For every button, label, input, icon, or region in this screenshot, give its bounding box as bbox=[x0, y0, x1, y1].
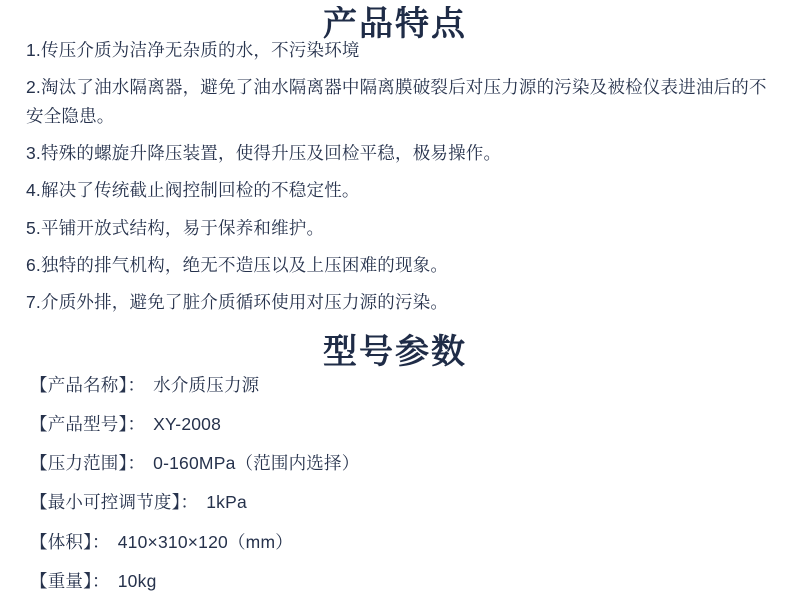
list-item bbox=[26, 36, 774, 64]
features-section-title: 产品特点 bbox=[323, 6, 467, 44]
parameter-label: 【重量】： bbox=[30, 570, 110, 591]
parameter-value: 0-160MPa（范围内选择） bbox=[153, 453, 360, 474]
parameter-row bbox=[30, 568, 774, 595]
list-item bbox=[26, 288, 774, 316]
list-item bbox=[26, 73, 774, 130]
list-item-index: 4. bbox=[26, 180, 41, 201]
parameter-row bbox=[30, 529, 774, 556]
list-item-index: 1. bbox=[26, 40, 41, 60]
parameter-label: 【产品型号】： bbox=[30, 414, 146, 435]
parameter-row bbox=[30, 450, 774, 477]
list-item-text: 介质外排，避免了脏介质循环使用对压力源的污染。 bbox=[41, 292, 449, 313]
list-item bbox=[26, 251, 774, 279]
list-item-text: 解决了传统截止阀控制回检的不稳定性。 bbox=[41, 180, 360, 201]
list-item-text: 传压介质为洁净无杂质的水，不污染环境 bbox=[41, 40, 360, 60]
parameter-value: 10kg bbox=[117, 570, 157, 591]
list-item bbox=[26, 139, 774, 167]
list-item-text: 独特的排气机构，绝无不造压以及上压困难的现象。 bbox=[41, 255, 449, 276]
parameter-row bbox=[30, 372, 774, 399]
parameter-row bbox=[30, 489, 774, 516]
parameter-value: 410×310×120（mm） bbox=[117, 531, 293, 552]
list-item-text: 特殊的螺旋升降压装置，使得升压及回检平稳，极易操作。 bbox=[41, 143, 502, 164]
parameters-section-title: 型号参数 bbox=[323, 333, 467, 372]
parameter-value: 1kPa bbox=[206, 492, 247, 513]
list-item-index: 5. bbox=[26, 217, 41, 238]
parameter-label: 【最小可控调节度】： bbox=[30, 492, 199, 513]
list-item bbox=[26, 176, 774, 204]
parameter-value: 水介质压力源 bbox=[153, 375, 260, 395]
parameter-row bbox=[30, 411, 774, 438]
parameter-label: 【产品名称】： bbox=[30, 375, 146, 395]
feature-list bbox=[26, 36, 774, 326]
list-item-index: 7. bbox=[26, 292, 41, 313]
parameter-label: 【体积】： bbox=[30, 531, 110, 552]
parameter-label: 【压力范围】： bbox=[30, 453, 146, 474]
parameter-list bbox=[30, 372, 774, 607]
list-item-index: 6. bbox=[26, 255, 41, 276]
list-item-text: 平铺开放式结构，易于保养和维护。 bbox=[41, 217, 325, 238]
parameter-value: XY-2008 bbox=[153, 414, 222, 435]
list-item-text: 淘汰了油水隔离器，避免了油水隔离器中隔离膜破裂后对压力源的污染及被检仪表进油后的不安全隐患。 bbox=[26, 77, 767, 126]
list-item-index: 3. bbox=[26, 143, 41, 164]
list-item-index: 2. bbox=[26, 77, 41, 98]
list-item bbox=[26, 214, 774, 242]
